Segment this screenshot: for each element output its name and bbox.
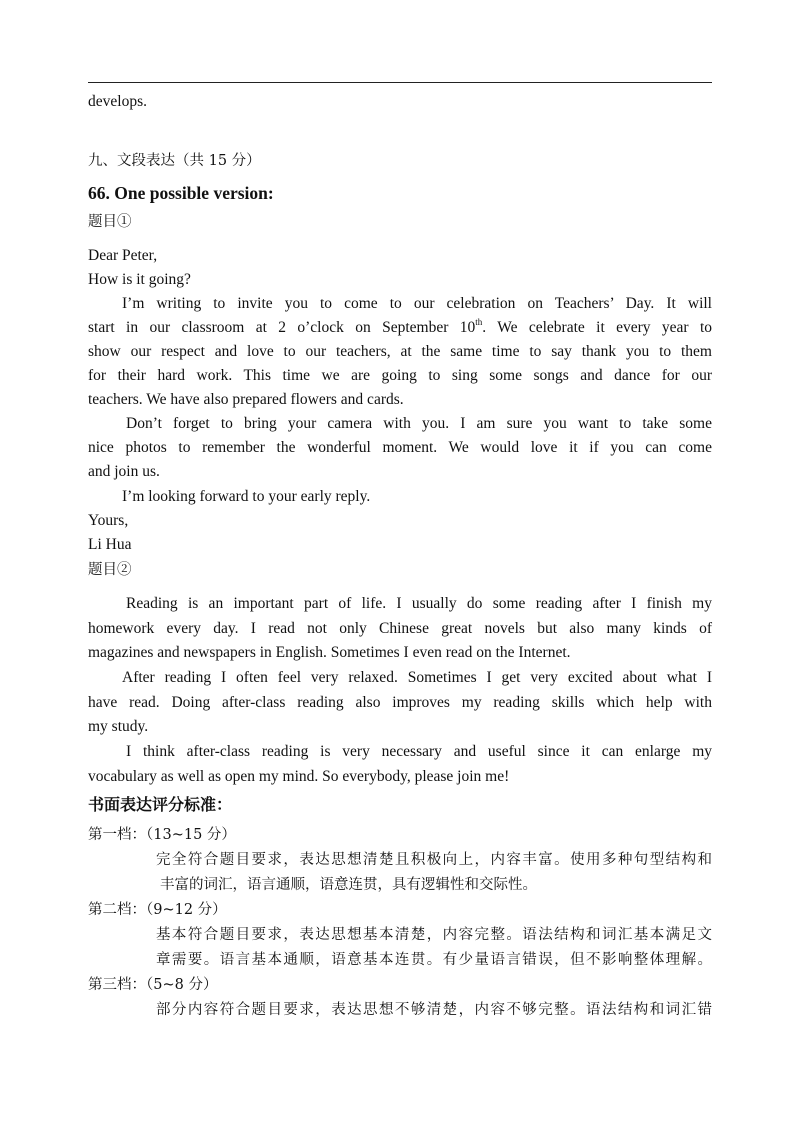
criteria-level-text: 完全符合题目要求，表达思想清楚且积极向上，内容丰富。使用多种句型结构和 — [156, 852, 712, 868]
criteria-level-text: 基本符合题目要求，表达思想基本清楚，内容完整。语法结构和词汇基本满足文 — [156, 927, 712, 943]
letter-p1-line: for their hard work. This time we are going to sing some songs and dance for our — [88, 367, 712, 384]
essay-p1-line: homework every day. I read not only Chinese great novels but also many kinds of — [88, 620, 712, 637]
topic-1-label: 题目① — [88, 214, 132, 230]
letter-p1-line: start in our classroom at 2 o’clock on September 10th. We celebrate it every year to — [88, 317, 713, 336]
criteria-level-label: 第二档：（9~12 分） — [88, 902, 227, 918]
criteria-level-text: 章需要。语言基本通顺，语意基本连贯。有少量语言错误，但不影响整体理解。 — [156, 952, 712, 968]
essay-p1-line: Reading is an important part of life. I usually do some reading after I finish my — [126, 595, 712, 612]
essay-p3-line: vocabulary as well as open my mind. So everybody, please join me! — [88, 768, 510, 785]
letter-p2-line: and join us. — [88, 463, 160, 480]
letter-p3: I’m looking forward to your early reply. — [122, 488, 371, 505]
letter-greeting: Dear Peter, — [88, 247, 158, 264]
essay-p2-line: my study. — [88, 718, 149, 735]
topic-2-label: 题目② — [88, 562, 132, 578]
criteria-level-text: 丰富的词汇，语言通顺，语意连贯，具有逻辑性和交际性。 — [160, 877, 537, 893]
criteria-level-label: 第一档：（13~15 分） — [88, 827, 236, 843]
letter-closing: Yours, — [88, 512, 129, 529]
essay-p3-line: I think after-class reading is very necessary and useful since it can enlarge my — [126, 743, 712, 760]
criteria-level-text: 部分内容符合题目要求，表达思想不够清楚，内容不够完整。语法结构和词汇错 — [156, 1002, 712, 1018]
letter-p2-line: Don’t forget to bring your camera with you. I am sure you want to take some — [126, 415, 712, 432]
essay-p2-line: have read. Doing after-class reading also improves my reading skills which help with — [88, 694, 712, 711]
letter-p1-line: show our respect and love to our teachers, at the same time to say thank you to them — [88, 343, 712, 360]
criteria-title: 书面表达评分标准： — [88, 795, 233, 814]
letter-opening: How is it going? — [88, 271, 191, 288]
section-title: 九、文段表达（共 15 分） — [88, 153, 261, 169]
header-rule — [88, 82, 712, 83]
criteria-level-label: 第三档：（5~8 分） — [88, 977, 218, 993]
essay-p2-line: After reading I often feel very relaxed. Sometimes I get very excited about what I — [122, 669, 712, 686]
letter-p1-line: teachers. We have also prepared flowers and cards. — [88, 391, 404, 408]
essay-p1-line: magazines and newspapers in English. Sometimes I even read on the Internet. — [88, 644, 571, 661]
letter-p1-line: I’m writing to invite you to come to our celebration on Teachers’ Day. It will — [122, 295, 712, 312]
letter-signature: Li Hua — [88, 536, 132, 553]
letter-p2-line: nice photos to remember the wonderful moment. We would love it if you can come — [88, 439, 712, 456]
question-66-heading: 66. One possible version: — [88, 183, 274, 203]
previous-answer-tail: develops. — [88, 93, 147, 110]
